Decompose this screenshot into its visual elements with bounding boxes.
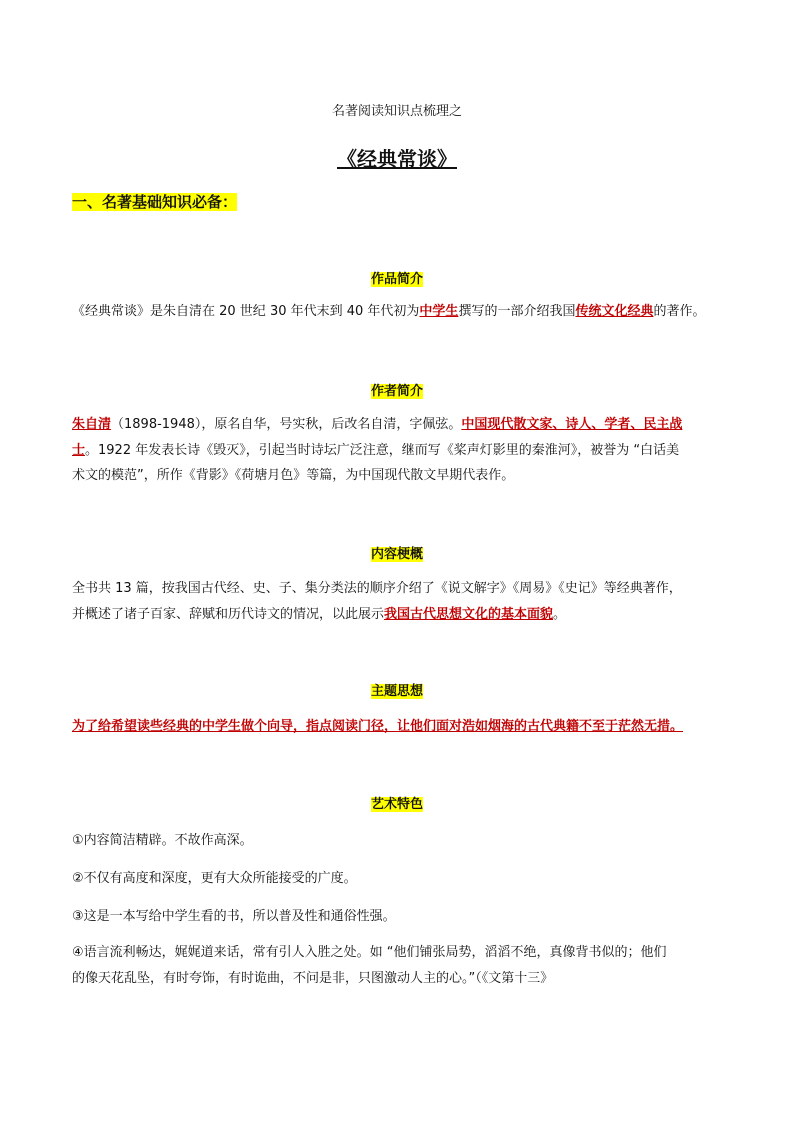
heading-summary	[0, 543, 794, 562]
list-item-text: ③这是一本写给中学生看的书，所以普及性和通俗性强。	[72, 909, 396, 924]
text: 并概述了诸子百家、辞赋和历代诗文的情况，以此展示	[72, 607, 385, 622]
paragraph-author-line3	[72, 463, 732, 488]
text: （1898-1948），原名自华，号实秋，后改名自清，字佩弦。	[111, 417, 462, 432]
text: 。1922 年发表长诗《毁灭》，引起当时诗坛广泛注意，继而写《桨声灯影里的秦淮河》，被誉为 “白话美	[85, 443, 680, 458]
highlight-text: 传统文化经典	[575, 304, 654, 319]
paragraph-theme	[72, 714, 732, 739]
highlight-text: 中国现代散文家、诗人、学者、民主战	[461, 417, 683, 432]
paragraph-author-line1	[72, 412, 732, 437]
text: 术文的模范”，所作《背影》《荷塘月色》等篇，为中国现代散文早期代表作。	[72, 468, 515, 483]
heading-text: 作者简介	[370, 384, 423, 399]
text: 。	[553, 607, 567, 622]
paragraph-author-line2	[72, 438, 732, 463]
paragraph-summary-line1	[72, 576, 732, 601]
text: 《经典常谈》是朱自清在 20 世纪 30 年代末到 40 年代初为	[72, 304, 420, 319]
heading-text: 主题思想	[370, 684, 423, 699]
list-item-text: ④语言流利畅达，娓娓道来话，常有引人入胜之处。如 “他们铺张局势，滔滔不绝，真像背书似的；他们	[72, 945, 667, 960]
list-item-text: ②不仅有高度和深度，更有大众所能接受的广度。	[72, 871, 357, 886]
list-item	[72, 940, 732, 965]
list-item	[72, 829, 732, 848]
heading-text: 内容梗概	[370, 547, 423, 562]
paragraph-summary-line2	[72, 602, 732, 627]
highlight-text: 士	[72, 443, 86, 458]
heading-text: 作品简介	[370, 272, 423, 287]
document-title	[0, 143, 794, 172]
heading-author-intro	[0, 380, 794, 399]
document-subtitle	[0, 100, 794, 119]
list-item-text: 的像天花乱坠，有时夸饰，有时诡曲，不问是非，只图激动人主的心。”（《文第十三》	[72, 971, 554, 986]
title-text: 《经典常谈》	[337, 147, 457, 171]
heading-theme	[0, 680, 794, 699]
list-item-continued	[72, 966, 732, 991]
heading-art-features	[0, 793, 794, 812]
text: 的著作。	[653, 304, 706, 319]
highlight-text: 中学生	[419, 304, 459, 319]
subtitle-text: 名著阅读知识点梳理之	[331, 104, 462, 119]
text: 全书共 13 篇，按我国古代经、史、子、集分类法的顺序介绍了《说文解字》《周易》《史记》等经典著作，	[72, 581, 682, 596]
list-item-text: ①内容简洁精辟。不故作高深。	[72, 833, 253, 848]
section-heading-basics	[72, 191, 237, 212]
list-item	[72, 867, 732, 886]
section-heading-text: 一、名著基础知识必备：	[72, 193, 238, 211]
paragraph-work-intro	[72, 299, 732, 324]
highlight-text: 为了给希望读些经典的中学生做个向导，指点阅读门径，让他们面对浩如烟海的古代典籍不至于茫然无措。	[72, 719, 684, 734]
heading-work-intro	[0, 268, 794, 287]
highlight-text: 我国古代思想文化的基本面貌	[384, 607, 554, 622]
highlight-text: 朱自清	[72, 417, 112, 432]
list-item	[72, 905, 732, 924]
text: 撰写的一部介绍我国	[458, 304, 576, 319]
heading-text: 艺术特色	[370, 797, 423, 812]
